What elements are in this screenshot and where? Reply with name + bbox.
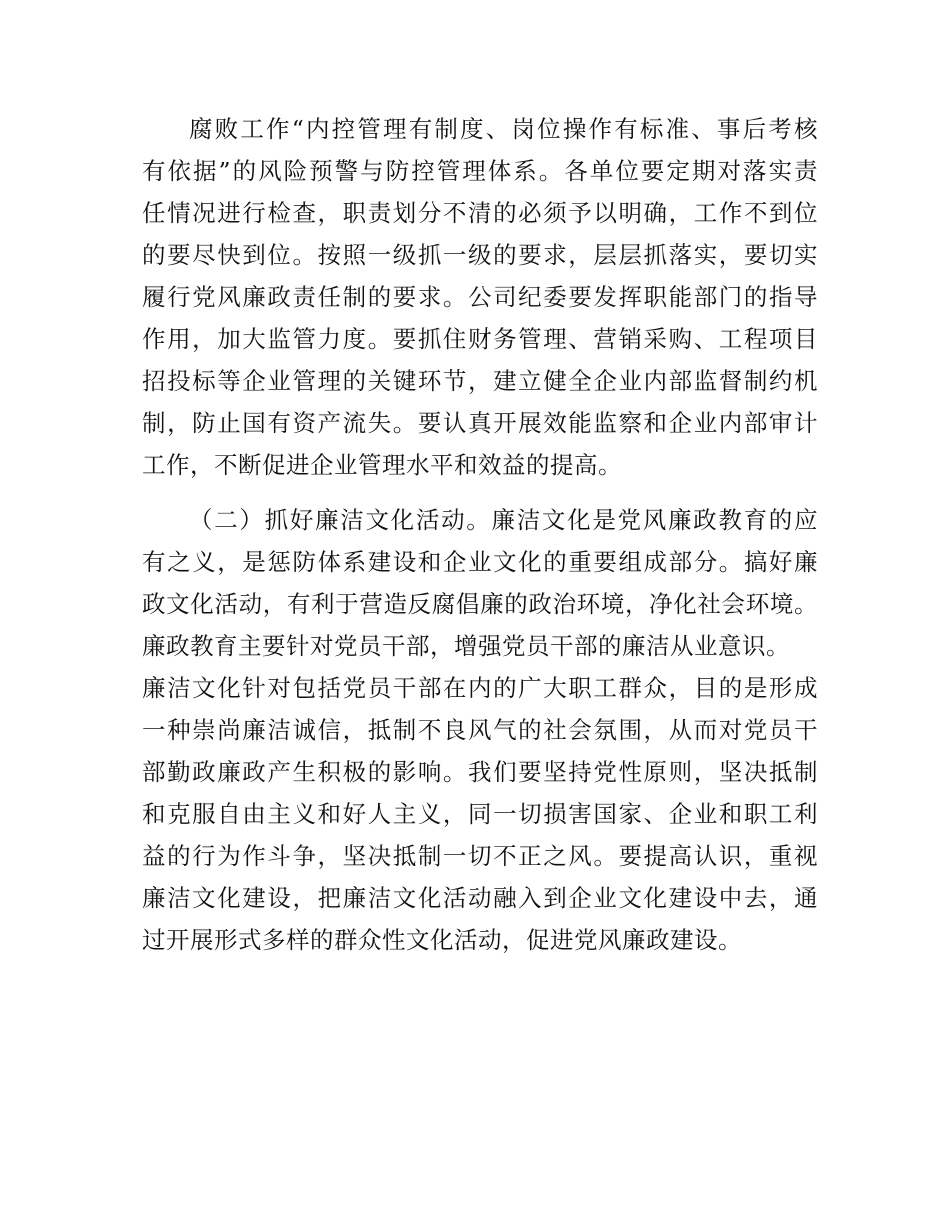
paragraph-risk-control bbox=[142, 108, 818, 486]
paragraph-line: 作用，加大监管力度。要抓住财务管理、营销采购、工程项目 bbox=[142, 325, 818, 353]
paragraph-line: 的要尽快到位。按照一级抓一级的要求，层层抓落实，要切实 bbox=[142, 241, 818, 269]
paragraph-integrity-culture bbox=[142, 499, 818, 961]
paragraph-line: 履行党风廉政责任制的要求。公司纪委要发挥职能部门的指导 bbox=[142, 283, 818, 311]
paragraph-line: （二）抓好廉洁文化活动。廉洁文化是党风廉政教育的应 bbox=[189, 506, 818, 534]
paragraph-line: 工作，不断促进企业管理水平和效益的提高。 bbox=[142, 451, 622, 479]
paragraph-line: 政文化活动，有利于营造反腐倡廉的政治环境，净化社会环境。 bbox=[142, 590, 818, 618]
paragraph-line: 制，防止国有资产流失。要认真开展效能监察和企业内部审计 bbox=[142, 409, 818, 437]
paragraph-line: 廉洁文化针对包括党员干部在内的广大职工群众，目的是形成 bbox=[142, 674, 818, 702]
paragraph-line: 招投标等企业管理的关键环节，建立健全企业内部监督制约机 bbox=[142, 367, 818, 395]
paragraph-line: 和克服自由主义和好人主义，同一切损害国家、企业和职工利 bbox=[142, 800, 818, 828]
paragraph-line: 一种崇尚廉洁诚信，抵制不良风气的社会氛围，从而对党员干 bbox=[142, 716, 818, 744]
paragraph-line: 廉洁文化建设，把廉洁文化活动融入到企业文化建设中去，通 bbox=[142, 884, 818, 912]
paragraph-line: 腐败工作“内控管理有制度、岗位操作有标准、事后考核 bbox=[189, 115, 818, 143]
paragraph-line: 过开展形式多样的群众性文化活动，促进党风廉政建设。 bbox=[142, 926, 742, 954]
paragraph-line: 廉政教育主要针对党员干部，增强党员干部的廉洁从业意识。 bbox=[142, 632, 790, 660]
paragraph-line: 益的行为作斗争，坚决抵制一切不正之风。要提高认识，重视 bbox=[142, 842, 818, 870]
paragraph-line: 任情况进行检查，职责划分不清的必须予以明确，工作不到位 bbox=[142, 199, 818, 227]
paragraph-line: 有依据”的风险预警与防控管理体系。各单位要定期对落实责 bbox=[142, 157, 818, 185]
paragraph-line: 部勤政廉政产生积极的影响。我们要坚持党性原则，坚决抵制 bbox=[142, 758, 818, 786]
paragraph-line: 有之义，是惩防体系建设和企业文化的重要组成部分。搞好廉 bbox=[142, 548, 818, 576]
